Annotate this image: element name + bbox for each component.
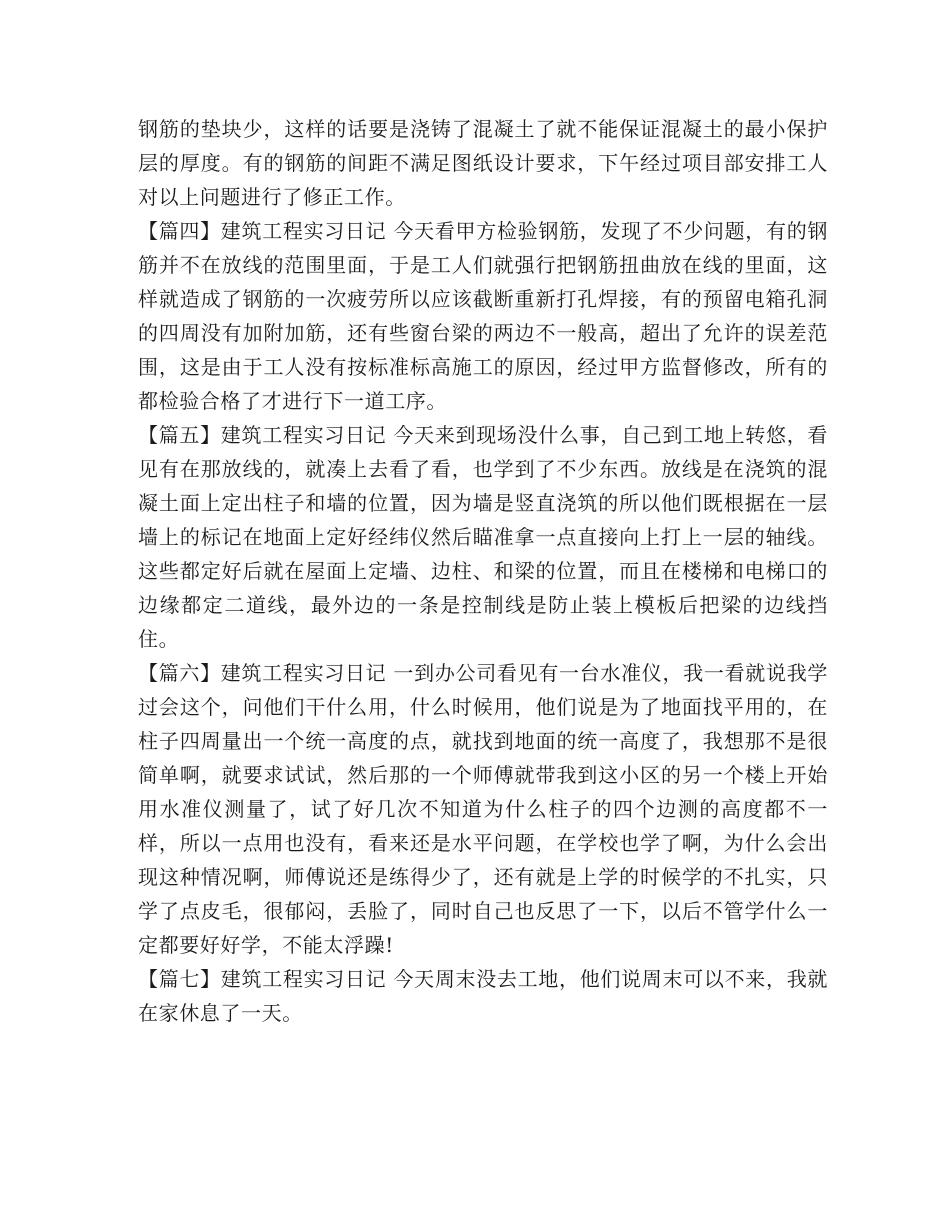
paragraph-continuation: 钢筋的垫块少，这样的话要是浇铸了混凝土了就不能保证混凝土的最小保护层的厚度。有的钢筋的间距不满足图纸设计要求，下午经过项目部安排工人对以上问题进行了修正工作。 — [138, 117, 828, 209]
paragraph-part-4: 【篇四】建筑工程实习日记 今天看甲方检验钢筋，发现了不少问题，有的钢筋并不在放线的范围里面，于是工人们就强行把钢筋扭曲放在线的里面，这样就造成了钢筋的一次疲劳所以应该截断重新打孔焊接，有的预留电箱孔洞的四周没有加附加筋，还有些窗台梁的两边不一般高，超出了允许的误差范围，这是由于工人没有按标准标高施工的原因，经过甲方监督修改，所有的都检验合格了才进行下一道工序。 — [138, 219, 828, 413]
paragraph-part-6: 【篇六】建筑工程实习日记 一到办公司看见有一台水准仪，我一看就说我学过会这个，问他们干什么用，什么时候用，他们说是为了地面找平用的，在柱子四周量出一个统一高度的点，就找到地面的统一高度了，我想那不是很简单啊，就要求试试，然后那的一个师傅就带我到这小区的另一个楼上开始用水准仪测量了，试了好几次不知道为什么柱子的四个边测的高度都不一样，所以一点用也没有，看来还是水平问题，在学校也学了啊，为什么会出现这种情况啊，师傅说还是练得少了，还有就是上学的时候学的不扎实，只学了点皮毛，很郁闷，丢脸了，同时自己也反思了一下，以后不管学什么一定都要好好学，不能太浮躁! — [138, 661, 828, 957]
paragraph-part-7: 【篇七】建筑工程实习日记 今天周末没去工地，他们说周末可以不来，我就在家休息了一天。 — [138, 967, 828, 1025]
document-body — [138, 112, 828, 1030]
paragraph-part-5: 【篇五】建筑工程实习日记 今天来到现场没什么事，自己到工地上转悠，看见有在那放线的，就凑上去看了看，也学到了不少东西。放线是在浇筑的混凝土面上定出柱子和墙的位置，因为墙是竖直浇筑的所以他们既根据在一层墙上的标记在地面上定好经纬仪然后瞄准拿一点直接向上打上一层的轴线。这些都定好后就在屋面上定墙、边柱、和梁的位置，而且在楼梯和电梯口的边缘都定二道线，最外边的一条是控制线是防止装上模板后把梁的边线挡住。 — [138, 423, 828, 651]
